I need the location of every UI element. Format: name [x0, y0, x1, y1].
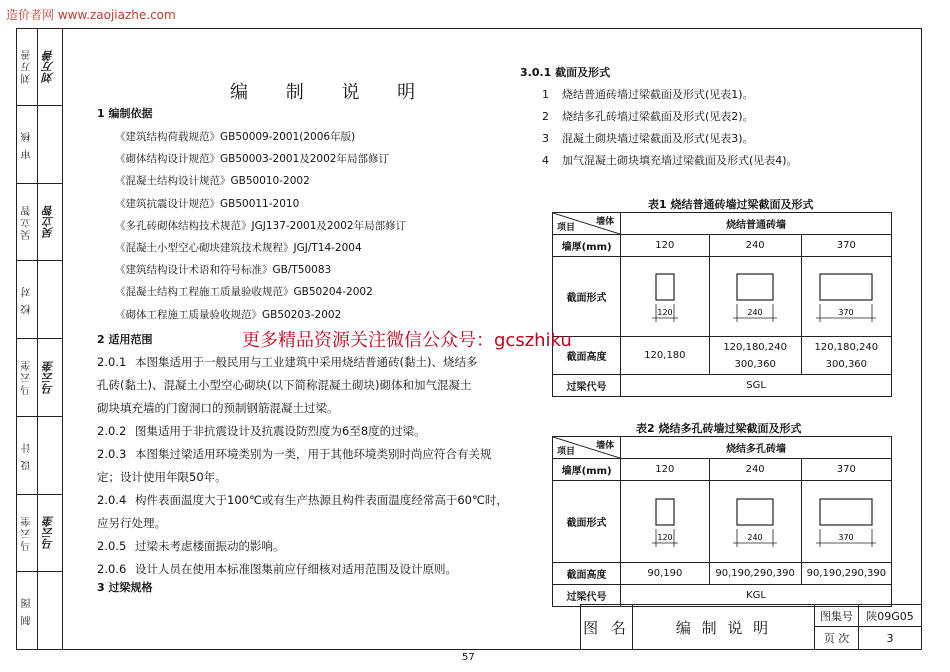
signature-text: 吴立智: [42, 205, 55, 239]
sidebar-role-text: 校 对: [21, 285, 33, 315]
table2-section-cell: [709, 481, 801, 563]
signature-sidebar: [16, 28, 63, 650]
table1-height-cell: [801, 337, 891, 375]
section-item: [542, 152, 798, 168]
sidebar-role-label: [18, 572, 36, 649]
sidebar-role-label: [18, 184, 36, 261]
sidebar-role-text: 吴立智: [21, 203, 33, 240]
clause-text: 构件表面温度大于100℃或有生产热源且构件表面温度经常高于60℃时，: [135, 493, 508, 507]
reference-item: 《混凝土结构设计规范》GB50010-2002: [115, 175, 310, 188]
dimension-label: 120: [657, 532, 673, 542]
clause-text: 图集适用于非抗震设计及抗震设防烈度为6至8度的过梁。: [135, 424, 426, 438]
section-sketch: [806, 262, 886, 332]
clause-text: 本图集适用于一般民用与工业建筑中采用烧结普通砖(黏土)、烧结多: [135, 355, 478, 369]
sidebar-signature: [38, 184, 60, 261]
beam-section-rect: [737, 499, 773, 525]
sidebar-row: [16, 106, 62, 184]
table2-section-cell: [621, 481, 709, 563]
table1-section-cell: [709, 257, 801, 337]
clause-text: 砌块填充墙的门窗洞口的预制钢筋混凝土过梁。: [97, 401, 339, 415]
table1-section-label: 截面形式: [553, 257, 621, 337]
clause-text: 定；设计使用年限50年。: [97, 470, 227, 484]
table2-height-cell: 90,190,290,390: [801, 563, 891, 585]
sidebar-row: [16, 261, 62, 339]
table1-corner: [553, 213, 621, 235]
reference-item: 《建筑抗震设计规范》GB50011-2010: [115, 197, 300, 210]
table2-thickness-label: 墙厚(mm): [553, 459, 621, 481]
sidebar-row: [16, 572, 62, 650]
sidebar-signature: [38, 572, 60, 649]
table2-code-label: 过梁代号: [553, 585, 621, 607]
sidebar-signature: [38, 417, 60, 494]
table2-section-cell: [801, 481, 891, 563]
clause-line: [97, 561, 457, 577]
atlas-number-value: 陕09G05: [859, 605, 921, 627]
corner-bottom-label: 项目: [557, 223, 576, 233]
table2: [552, 436, 892, 607]
reference-item: 《砌体结构设计规范》GB50003-2001及2002年局部修订: [115, 153, 389, 166]
section-sketch: [625, 487, 705, 557]
dimension-label: 240: [747, 532, 763, 542]
sidebar-row: [16, 339, 62, 417]
dimension-label: 240: [747, 307, 763, 317]
beam-section-rect: [820, 499, 872, 525]
sidebar-role-label: [18, 28, 36, 105]
section-sketch: [715, 262, 795, 332]
table1-caption: 表1 烧结普通砖墙过梁截面及形式: [648, 198, 814, 211]
beam-section-rect: [656, 499, 674, 525]
reference-item: 《混凝土结构工程施工质量验收规范》GB50204-2002: [115, 286, 373, 299]
signature-text: 马云奎: [42, 516, 55, 550]
clause-line: [97, 377, 471, 393]
height-value: 120,180: [644, 350, 686, 361]
corner-bottom-label: 项目: [557, 447, 576, 457]
table2-thickness-cell: 240: [709, 459, 801, 481]
table2-wall-type: 烧结多孔砖墙: [621, 437, 892, 459]
section-item: [542, 86, 754, 102]
beam-section-rect: [737, 274, 773, 300]
reference-item: 《混凝土小型空心砌块建筑技术规程》JGJ/T14-2004: [115, 242, 362, 254]
section-item: [542, 130, 754, 146]
table1-height-label: 截面高度: [553, 337, 621, 375]
table1: [552, 212, 892, 397]
beam-section-rect: [656, 274, 674, 300]
sidebar-role-label: [18, 261, 36, 338]
clause-line: [97, 354, 477, 370]
reference-item: 《多孔砖砌体结构技术规范》JGJ137-2001及2002年局部修订: [115, 219, 407, 232]
reference-item: 《建筑结构荷载规范》GB50009-2001(2006年版): [115, 131, 356, 143]
sidebar-signature: [38, 495, 60, 572]
corner-top-label: 墙体: [596, 217, 615, 227]
sidebar-role-text: 马云奎: [21, 359, 33, 396]
table2-thickness-cell: 370: [801, 459, 891, 481]
clause-text: 应另行处理。: [97, 516, 166, 530]
table1-section-cell: [801, 257, 891, 337]
clause-line: [97, 446, 492, 462]
sidebar-signature: [38, 339, 60, 416]
section-3-heading: 3 过梁规格: [97, 581, 153, 594]
sidebar-role-label: [18, 339, 36, 416]
sidebar-signature: [38, 28, 60, 105]
sidebar-role-text: 审 核: [21, 129, 33, 159]
promo-overlay-text: 更多精品资源关注微信公众号：gcszhiku: [242, 330, 572, 351]
table2-height-cell: 90,190: [621, 563, 709, 585]
titleblock-label: 图 名: [581, 605, 633, 649]
sidebar-role-text: 设 计: [21, 440, 33, 470]
sidebar-role-label: [18, 106, 36, 183]
atlas-number-label: 图集号: [815, 605, 859, 627]
clause-number: 2.0.2: [97, 424, 127, 438]
page-label: 页 次: [815, 627, 859, 649]
table1-section-cell: [621, 257, 709, 337]
clause-line: [97, 423, 426, 439]
page-title: 编 制 说 明: [230, 82, 432, 103]
dimension-label: 120: [657, 307, 673, 317]
sidebar-row: [16, 28, 62, 106]
item-number: 1: [542, 88, 549, 101]
section-sketch: [715, 487, 795, 557]
corner-top-label: 墙体: [596, 441, 615, 451]
table2-height-cell: 90,190,290,390: [709, 563, 801, 585]
table1-thickness-cell: 240: [709, 235, 801, 257]
table2-thickness-cell: 120: [621, 459, 709, 481]
table1-code: SGL: [621, 375, 892, 397]
sidebar-role-text: 制 图: [21, 596, 33, 626]
clause-line: [97, 538, 285, 554]
clause-number: 2.0.6: [97, 562, 127, 576]
reference-item: 《砌体工程施工质量验收规范》GB50203-2002: [115, 308, 342, 321]
clause-line: [97, 515, 166, 531]
clause-number: 2.0.1: [97, 355, 127, 369]
titleblock-drawing-name: 编 制 说 明: [633, 605, 815, 649]
item-number: 4: [542, 154, 549, 167]
table1-height-cell: [621, 337, 709, 375]
table1-code-label: 过梁代号: [553, 375, 621, 397]
signature-text: 刘万善: [42, 49, 55, 83]
sidebar-role-text: 刘万善: [21, 48, 33, 85]
item-text: 烧结多孔砖墙过梁截面及形式(见表2)。: [562, 110, 754, 123]
section-3-0-1-heading: 3.0.1 截面及形式: [520, 66, 611, 79]
clause-text: 过梁未考虑楼面振动的影响。: [135, 539, 285, 553]
clause-text: 孔砖(黏土)、混凝土小型空心砌块(以下简称混凝土砌块)砌体和加气混凝土: [97, 378, 472, 392]
table1-wall-type: 烧结普通砖墙: [621, 213, 892, 235]
signature-text: 马云奎: [42, 360, 55, 394]
section-sketch: [806, 487, 886, 557]
clause-number: 2.0.4: [97, 493, 127, 507]
dimension-label: 370: [838, 307, 854, 317]
section-sketch: [625, 262, 705, 332]
table2-caption: 表2 烧结多孔砖墙过梁截面及形式: [636, 422, 802, 435]
section-1-heading: 1 编制依据: [97, 107, 153, 120]
height-value: 300,360: [825, 358, 868, 370]
table1-thickness-cell: 120: [621, 235, 709, 257]
sidebar-row: [16, 417, 62, 495]
sidebar-role-label: [18, 495, 36, 572]
clause-text: 设计人员在使用本标准图集前应仔细核对适用范围及设计原则。: [135, 562, 457, 576]
table1-thickness-label: 墙厚(mm): [553, 235, 621, 257]
table1-thickness-cell: 370: [801, 235, 891, 257]
section-2-heading: 2 适用范围: [97, 333, 153, 346]
sidebar-row: [16, 495, 62, 573]
height-value: 120,180,240: [723, 341, 787, 353]
clause-number: 2.0.3: [97, 447, 127, 461]
dimension-label: 370: [838, 532, 854, 542]
height-value: 300,360: [734, 358, 776, 370]
clause-line: [97, 492, 508, 508]
item-text: 加气混凝土砌块填充墙过梁截面及形式(见表4)。: [562, 154, 798, 167]
item-number: 3: [542, 132, 549, 145]
height-value: 120,180,240: [814, 341, 879, 353]
sidebar-signature: [38, 261, 60, 338]
sidebar-row: [16, 184, 62, 262]
item-text: 混凝土砌块墙过梁截面及形式(见表3)。: [562, 132, 754, 145]
item-text: 烧结普通砖墙过梁截面及形式(见表1)。: [562, 88, 754, 101]
sidebar-role-text: 马云奎: [21, 514, 33, 551]
clause-text: 本图集过梁适用环境类别为一类，用于其他环境类别时尚应符合有关规: [135, 447, 492, 461]
beam-section-rect: [820, 274, 872, 300]
table2-corner: [553, 437, 621, 459]
clause-line: [97, 469, 227, 485]
clause-number: 2.0.5: [97, 539, 127, 553]
table2-height-label: 截面高度: [553, 563, 621, 585]
title-block: [580, 604, 922, 650]
section-item: [542, 108, 754, 124]
clause-line: [97, 400, 339, 416]
item-number: 2: [542, 110, 549, 123]
table2-code: KGL: [621, 585, 892, 607]
reference-item: 《建筑结构设计术语和符号标准》GB/T50083: [115, 264, 332, 277]
sidebar-role-label: [18, 417, 36, 494]
page-value: 3: [886, 631, 894, 645]
table1-height-cell: [709, 337, 801, 375]
sidebar-signature: [38, 106, 60, 183]
site-watermark: 造价者网 www.zaojiazhe.com: [6, 8, 176, 22]
page-number: 57: [462, 652, 475, 663]
table2-section-label: 截面形式: [553, 481, 621, 563]
